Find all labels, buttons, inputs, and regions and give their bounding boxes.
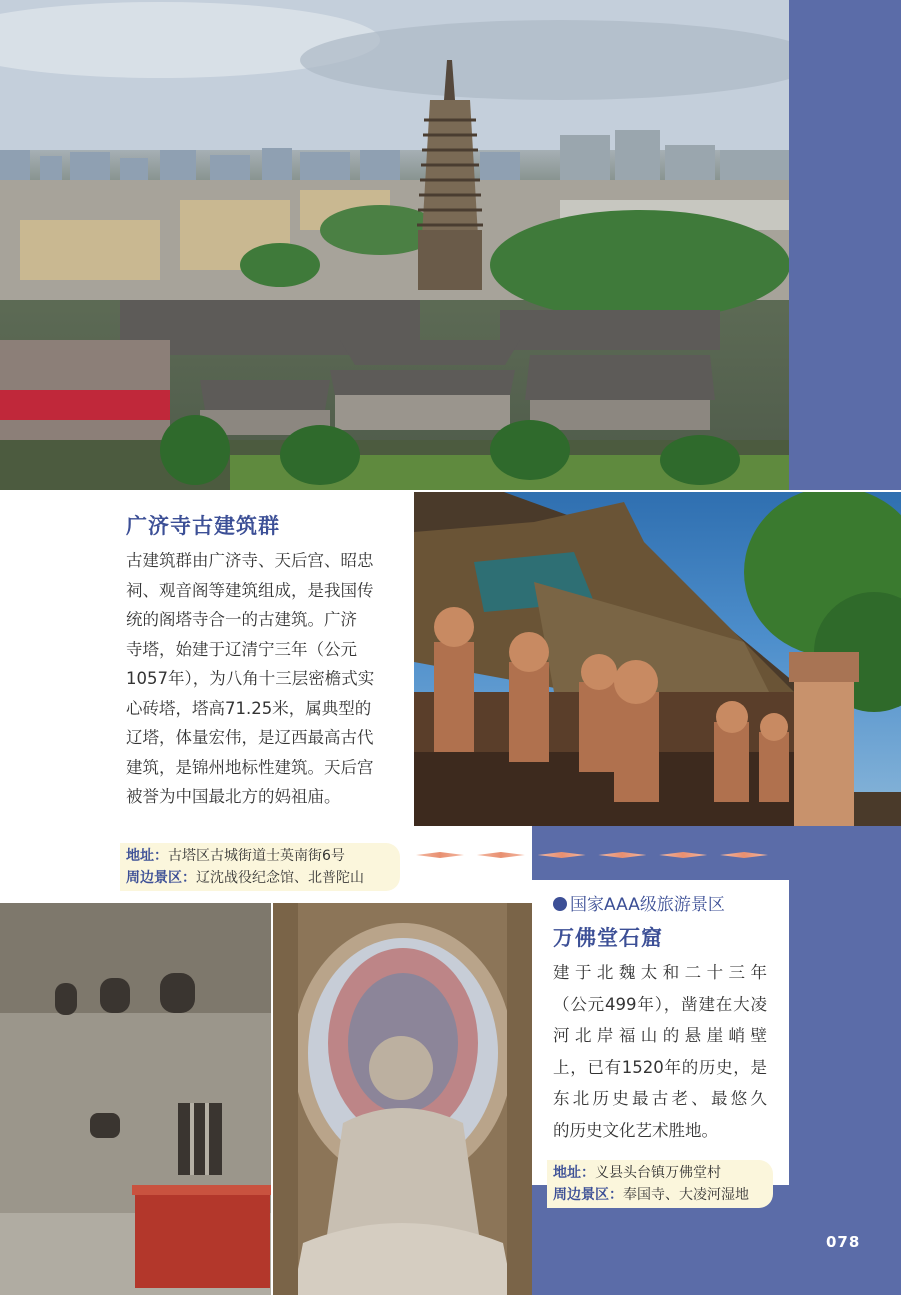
address-value: 义县头台镇万佛堂村 — [595, 1165, 721, 1181]
divider-diamond — [720, 852, 768, 858]
address-label: 地址： — [553, 1165, 595, 1181]
buddha-statue-photo — [273, 903, 532, 1295]
bullet-dot-icon — [553, 897, 567, 911]
wanfotang-line: 东北历史最古老、最悠久 — [553, 1089, 767, 1108]
nearby-label: 周边景区： — [553, 1187, 623, 1203]
wanfotang-line: 上，已有1520年的历史，是 — [553, 1057, 767, 1077]
page-number: 078 — [826, 1233, 861, 1251]
nearby-value: 辽沈战役纪念馆、北普陀山 — [196, 870, 364, 886]
guangji-nearby — [126, 867, 394, 889]
blue-side-band-top — [789, 0, 901, 490]
guangji-line: 建筑，是锦州地标性建筑。天后宫 — [126, 757, 374, 777]
guangji-temple-panorama-photo — [0, 0, 789, 490]
divider-diamond — [659, 852, 707, 858]
wanfotang-nearby — [553, 1184, 767, 1206]
guangji-line: 心砖塔，塔高71.25米，属典型的 — [126, 698, 372, 718]
badge-text: 国家AAA级旅游景区 — [570, 895, 725, 915]
grotto-cliff-photo — [0, 903, 271, 1295]
guangji-address — [126, 845, 394, 867]
decorative-divider — [416, 850, 768, 860]
guangji-line: 被誉为中国最北方的妈祖庙。 — [126, 787, 341, 806]
nearby-value: 奉国寺、大凌河湿地 — [623, 1187, 749, 1203]
divider-diamond — [598, 852, 646, 858]
aaa-rating-badge — [553, 890, 725, 915]
wanfotang-address — [553, 1162, 767, 1184]
wanfotang-description — [553, 957, 767, 1146]
guangji-line: 寺塔，始建于辽清宁三年（公元 — [126, 639, 357, 659]
wanfotang-info-box — [547, 1160, 773, 1208]
wanfotang-line: （公元499年），凿建在大凌 — [553, 994, 767, 1014]
divider-diamond — [477, 852, 525, 858]
guangji-line: 祠、观音阁等建筑组成，是我国传 — [126, 580, 374, 600]
wanfotang-line: 河北岸福山的悬崖峭壁 — [553, 1026, 767, 1045]
guangji-info-box — [120, 843, 400, 891]
temple-eaves-photo — [414, 492, 901, 826]
divider-diamond — [416, 852, 464, 858]
divider-diamond — [538, 852, 586, 858]
address-label: 地址： — [126, 848, 168, 864]
address-value: 古塔区古城街道士英南街6号 — [168, 848, 345, 864]
guangji-description — [126, 546, 394, 812]
nearby-label: 周边景区： — [126, 870, 196, 886]
guangji-title: 广济寺古建筑群 — [126, 514, 280, 538]
guangji-line: 统的阁塔寺合一的古建筑。广济 — [126, 610, 357, 629]
wanfotang-line: 的历史文化艺术胜地。 — [553, 1120, 718, 1140]
guangji-line: 辽塔，体量宏伟，是辽西最高古代 — [126, 728, 374, 747]
guangji-line: 古建筑群由广济寺、天后宫、昭忠 — [126, 551, 374, 570]
wanfotang-title: 万佛堂石窟 — [553, 926, 663, 950]
guangji-line: 1057年），为八角十三层密檐式实 — [126, 669, 375, 688]
wanfotang-line: 建于北魏太和二十三年 — [553, 963, 767, 982]
